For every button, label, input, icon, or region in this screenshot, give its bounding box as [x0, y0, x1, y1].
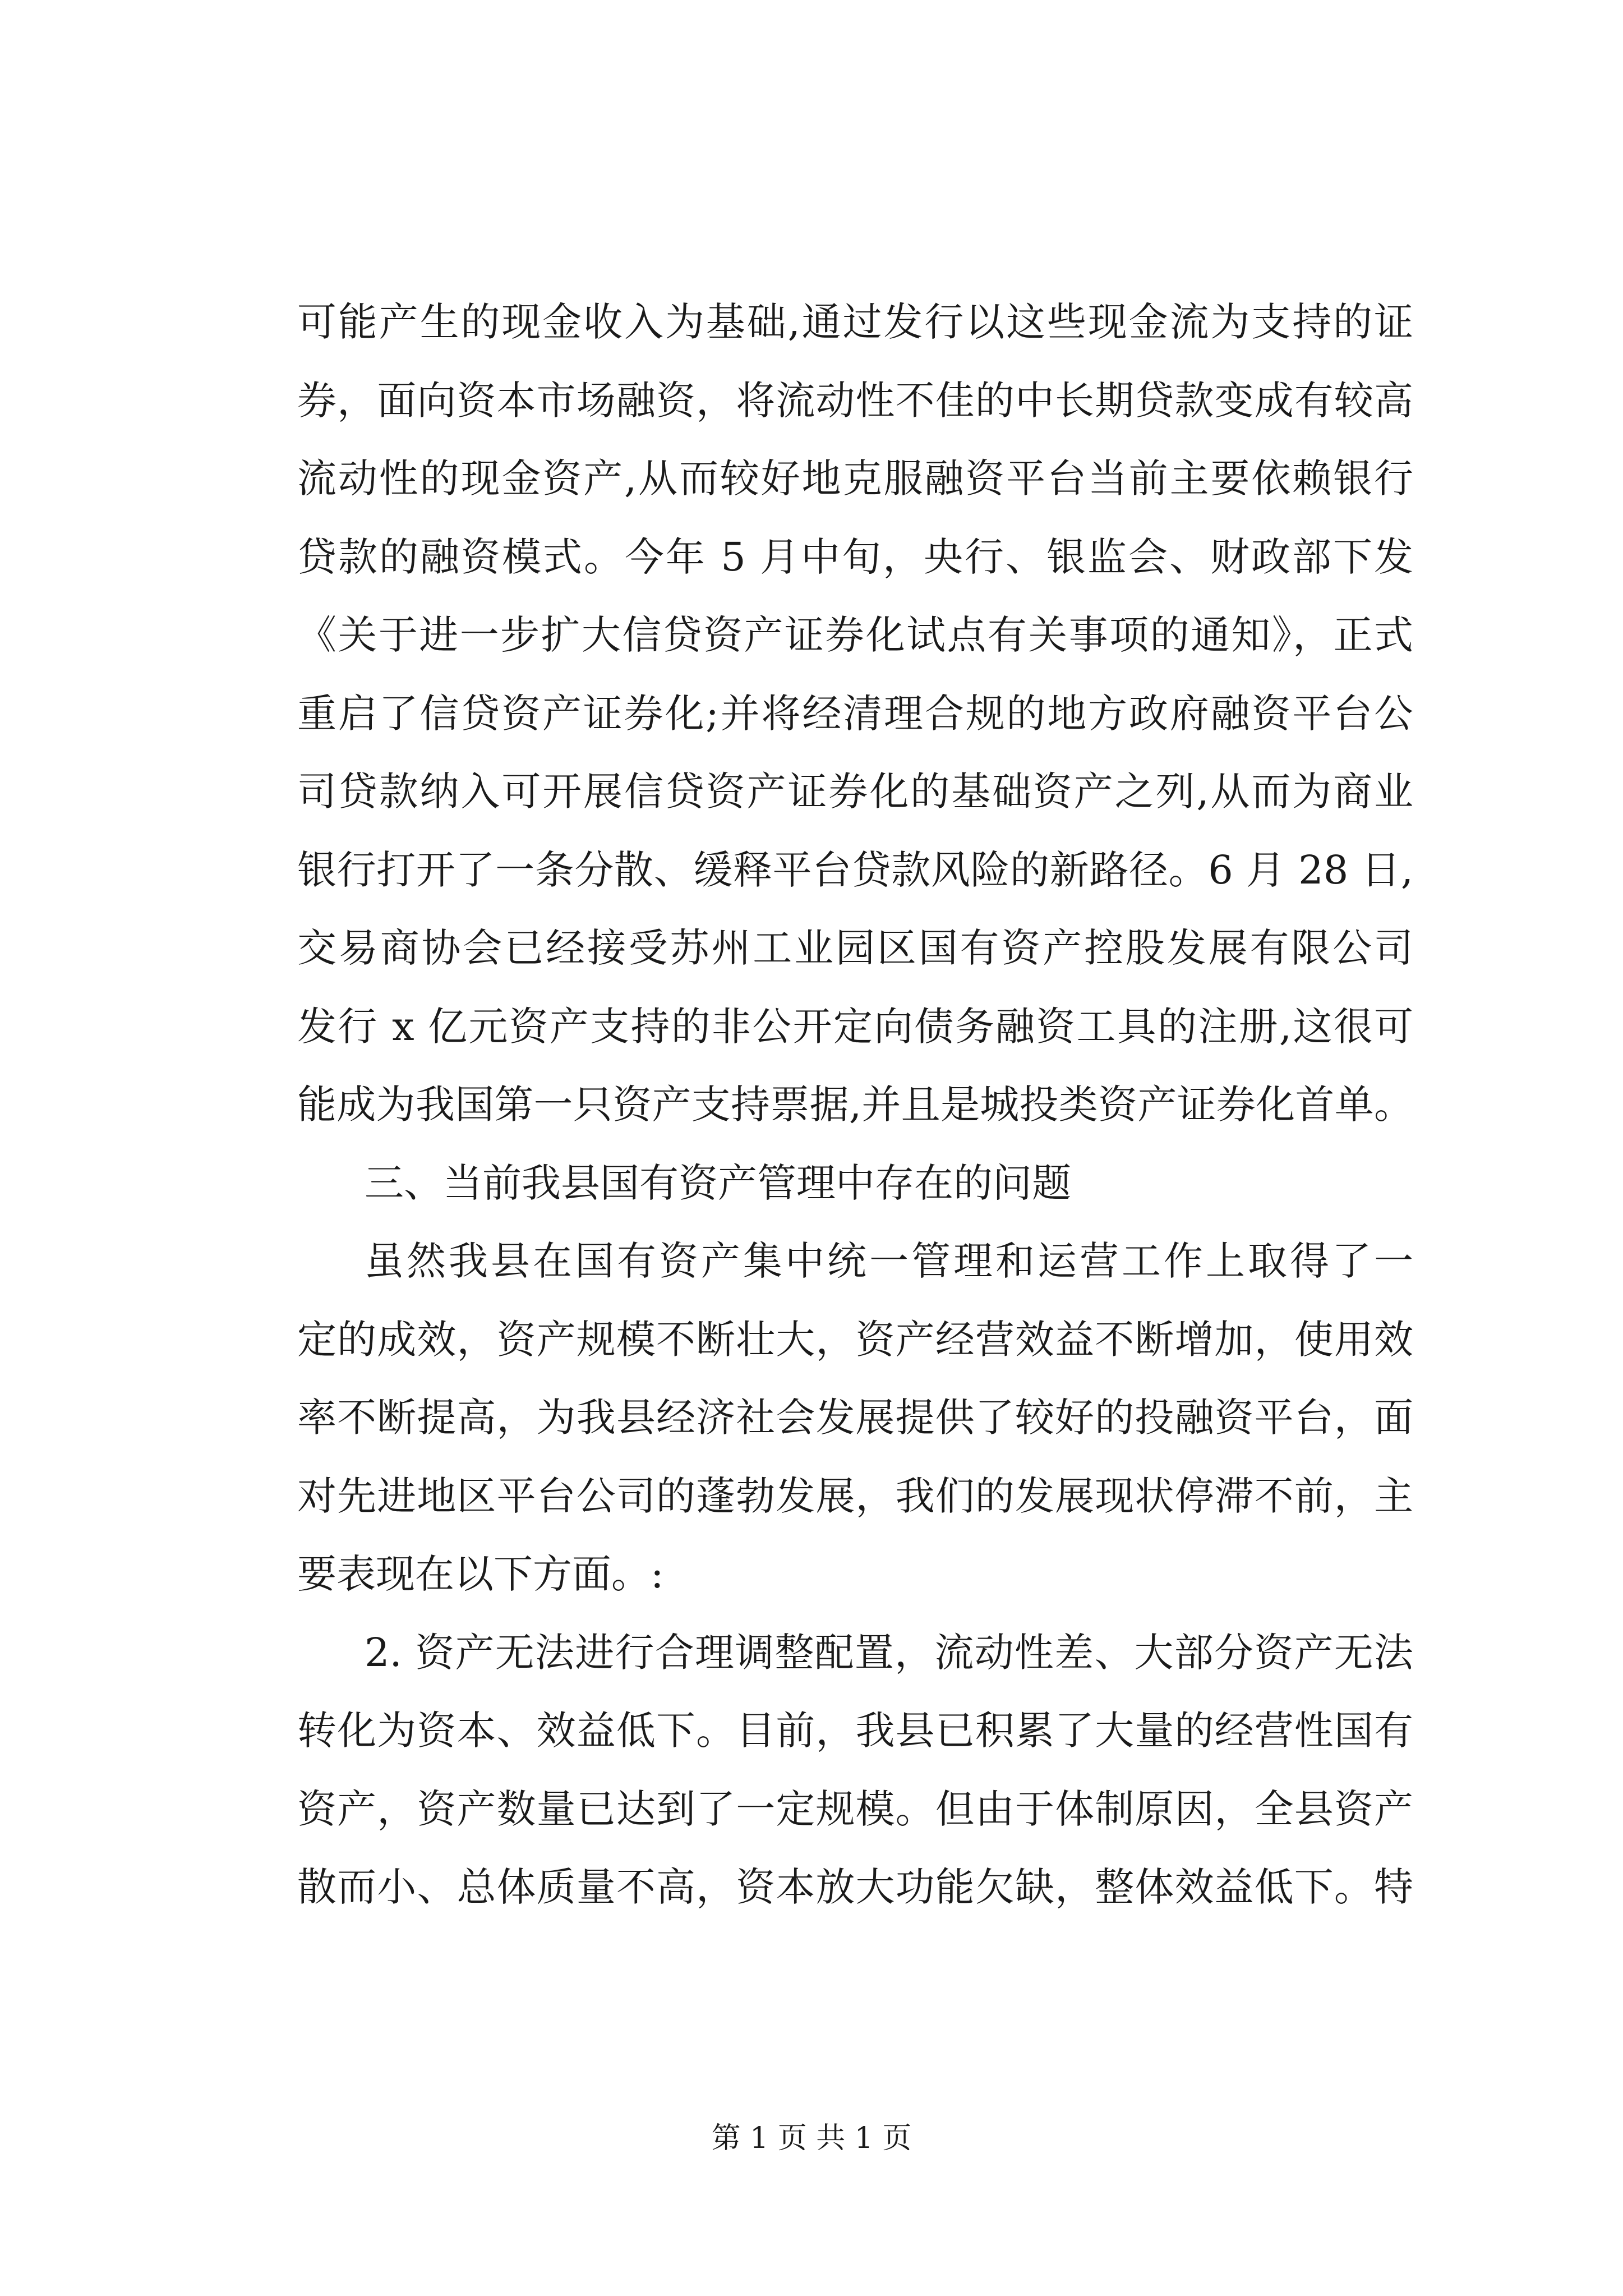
text-line: 2. 资产无法进行合理调整配置，流动性差、大部分资产无法: [365, 1629, 1413, 1676]
text-line: 发行 x 亿元资产支持的非公开定向债务融资工具的注册,这很可: [297, 1003, 1413, 1050]
text-line: 定的成效，资产规模不断壮大，资产经营效益不断增加，使用效: [297, 1316, 1413, 1363]
document-body: [297, 283, 1413, 1927]
text-line: 贷款的融资模式。今年 5 月中旬，央行、银监会、财政部下发: [297, 533, 1413, 580]
text-line: 转化为资本、效益低下。目前，我县已积累了大量的经营性国有: [297, 1708, 1413, 1754]
section-heading: 三、当前我县国有资产管理中存在的问题: [365, 1159, 1071, 1206]
text-line: 券，面向资本市场融资，将流动性不佳的中长期贷款变成有较高: [297, 377, 1413, 424]
text-line: 散而小、总体质量不高，资本放大功能欠缺，整体效益低下。特: [297, 1864, 1413, 1910]
text-line: 可能产生的现金收入为基础,通过发行以这些现金流为支持的证: [297, 299, 1413, 345]
text-line: 《关于进一步扩大信贷资产证券化试点有关事项的通知》，正式: [297, 612, 1413, 658]
text-line: 虽然我县在国有资产集中统一管理和运营工作上取得了一: [365, 1238, 1413, 1284]
text-line: 对先进地区平台公司的蓬勃发展，我们的发展现状停滞不前，主: [297, 1473, 1413, 1519]
text-line: 银行打开了一条分散、缓释平台贷款风险的新路径。6 月 28 日,: [297, 846, 1413, 893]
text-line: 重启了信贷资产证券化;并将经清理合规的地方政府融资平台公: [297, 690, 1413, 737]
text-line: 交易商协会已经接受苏州工业园区国有资产控股发展有限公司: [297, 925, 1413, 971]
text-line: 要表现在以下方面。:: [297, 1551, 664, 1597]
text-line: 流动性的现金资产,从而较好地克服融资平台当前主要依赖银行: [297, 455, 1413, 501]
text-line: 能成为我国第一只资产支持票据,并且是城投类资产证券化首单。: [297, 1082, 1413, 1128]
text-line: 资产，资产数量已达到了一定规模。但由于体制原因，全县资产: [297, 1786, 1413, 1832]
text-line: 司贷款纳入可开展信贷资产证券化的基础资产之列,从而为商业: [297, 769, 1413, 815]
text-line: 率不断提高，为我县经济社会发展提供了较好的投融资平台，面: [297, 1395, 1413, 1441]
page-number-footer: 第 1 页 共 1 页: [711, 2122, 912, 2155]
